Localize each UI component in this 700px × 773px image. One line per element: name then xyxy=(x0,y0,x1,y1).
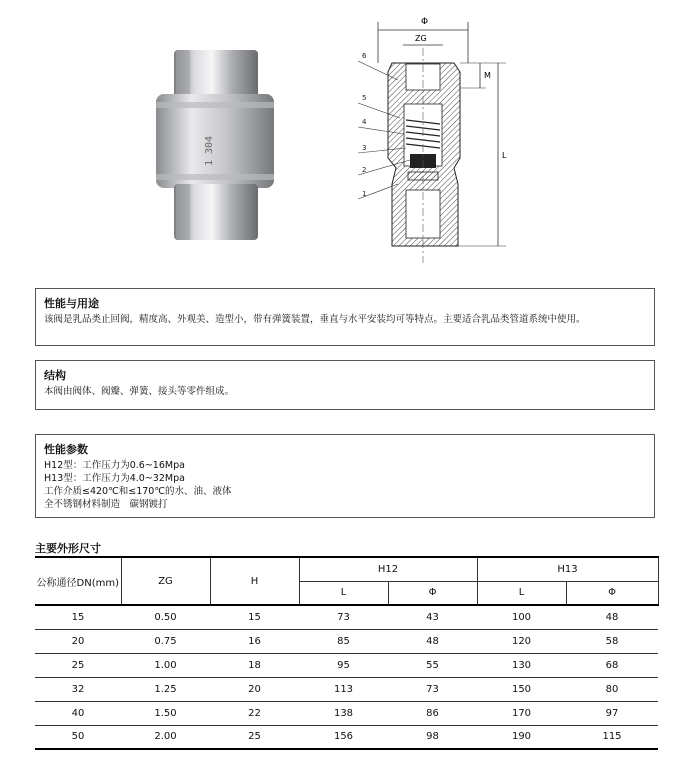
cell-h: 20 xyxy=(210,677,299,701)
cell-zg: 0.75 xyxy=(121,629,210,653)
cell-h12-l: 156 xyxy=(299,725,388,749)
l-label: L xyxy=(502,151,507,160)
cell-dn: 20 xyxy=(35,629,121,653)
table-row xyxy=(35,605,658,629)
cell-h12-l: 85 xyxy=(299,629,388,653)
table-row xyxy=(35,629,658,653)
header-h12-phi: Φ xyxy=(388,581,477,605)
cell-zg: 0.50 xyxy=(121,605,210,629)
cell-dn: 50 xyxy=(35,725,121,749)
cell-h13-l: 170 xyxy=(477,701,566,725)
cell-h13-phi: 115 xyxy=(566,725,658,749)
cell-h13-l: 130 xyxy=(477,653,566,677)
cell-h: 25 xyxy=(210,725,299,749)
cell-h13-phi: 58 xyxy=(566,629,658,653)
cell-dn: 25 xyxy=(35,653,121,677)
cell-h13-phi: 80 xyxy=(566,677,658,701)
structure-text: 本阀由阀体、阀瓣、弹簧、接头等零件组成。 xyxy=(44,386,235,397)
part-number-6: 6 xyxy=(362,52,367,60)
dimensions-table xyxy=(35,556,659,750)
phi-label: Φ xyxy=(421,17,429,27)
cell-h12-phi: 86 xyxy=(388,701,477,725)
cell-h12-phi: 43 xyxy=(388,605,477,629)
engraving-line2: 304 xyxy=(204,135,215,154)
cell-h13-phi: 48 xyxy=(566,605,658,629)
part-number-3: 3 xyxy=(362,144,367,152)
cell-h12-l: 138 xyxy=(299,701,388,725)
cell-h13-phi: 97 xyxy=(566,701,658,725)
cell-dn: 15 xyxy=(35,605,121,629)
performance-title: 性能与用途 xyxy=(44,297,99,310)
table-row xyxy=(35,677,658,701)
part-number-4: 4 xyxy=(362,118,367,126)
performance-section xyxy=(35,288,655,346)
cell-zg: 1.00 xyxy=(121,653,210,677)
table-row xyxy=(35,701,658,725)
cell-h13-phi: 68 xyxy=(566,653,658,677)
cell-h13-l: 120 xyxy=(477,629,566,653)
structure-section xyxy=(35,360,655,410)
cell-h: 16 xyxy=(210,629,299,653)
header-h: H xyxy=(210,557,299,605)
cell-h12-phi: 55 xyxy=(388,653,477,677)
parameters-section xyxy=(35,434,655,518)
dimensions-title: 主要外形尺寸 xyxy=(35,542,101,555)
cell-h12-phi: 73 xyxy=(388,677,477,701)
header-dn: 公称通径DN(mm) xyxy=(35,557,121,605)
parameter-line: H12型：工作压力为0.6~16Mpa xyxy=(44,460,185,471)
cell-h12-l: 113 xyxy=(299,677,388,701)
header-h13-phi: Φ xyxy=(566,581,658,605)
cell-zg: 2.00 xyxy=(121,725,210,749)
cell-h12-phi: 48 xyxy=(388,629,477,653)
cell-h12-l: 73 xyxy=(299,605,388,629)
zg-label: ZG xyxy=(415,34,427,43)
engraving-line1: 1 xyxy=(204,159,215,166)
header-h13-l: L xyxy=(477,581,566,605)
cell-dn: 40 xyxy=(35,701,121,725)
table-row xyxy=(35,725,658,749)
parameter-line: 工作介质≤420℃和≤170℃的水、油、液体 xyxy=(44,486,232,497)
parameters-title: 性能参数 xyxy=(44,443,88,456)
cell-zg: 1.25 xyxy=(121,677,210,701)
cell-h13-l: 190 xyxy=(477,725,566,749)
cell-zg: 1.50 xyxy=(121,701,210,725)
header-h12: H12 xyxy=(299,557,477,581)
structure-title: 结构 xyxy=(44,369,66,382)
cell-h13-l: 100 xyxy=(477,605,566,629)
parameter-line: H13型：工作压力为4.0~32Mpa xyxy=(44,473,185,484)
valve-section-diagram xyxy=(348,8,520,270)
m-label: M xyxy=(484,71,491,80)
cell-h12-phi: 98 xyxy=(388,725,477,749)
valve-photo xyxy=(150,44,280,244)
header-h13: H13 xyxy=(477,557,658,581)
cell-h12-l: 95 xyxy=(299,653,388,677)
header-h12-l: L xyxy=(299,581,388,605)
cell-h: 22 xyxy=(210,701,299,725)
cell-h13-l: 150 xyxy=(477,677,566,701)
part-number-2: 2 xyxy=(362,166,367,174)
part-number-5: 5 xyxy=(362,94,367,102)
table-row xyxy=(35,653,658,677)
cell-h: 18 xyxy=(210,653,299,677)
part-number-1: 1 xyxy=(362,190,367,198)
cell-dn: 32 xyxy=(35,677,121,701)
parameter-line: 全不锈钢材料制造 碳钢镀打 xyxy=(44,499,168,510)
header-zg: ZG xyxy=(121,557,210,605)
performance-text: 该阀是乳品类止回阀，精度高、外观美、造型小，带有弹簧装置，垂直与水平安装均可等特点。主要适合乳品类管道系统中使用。 xyxy=(44,314,586,325)
cell-h: 15 xyxy=(210,605,299,629)
